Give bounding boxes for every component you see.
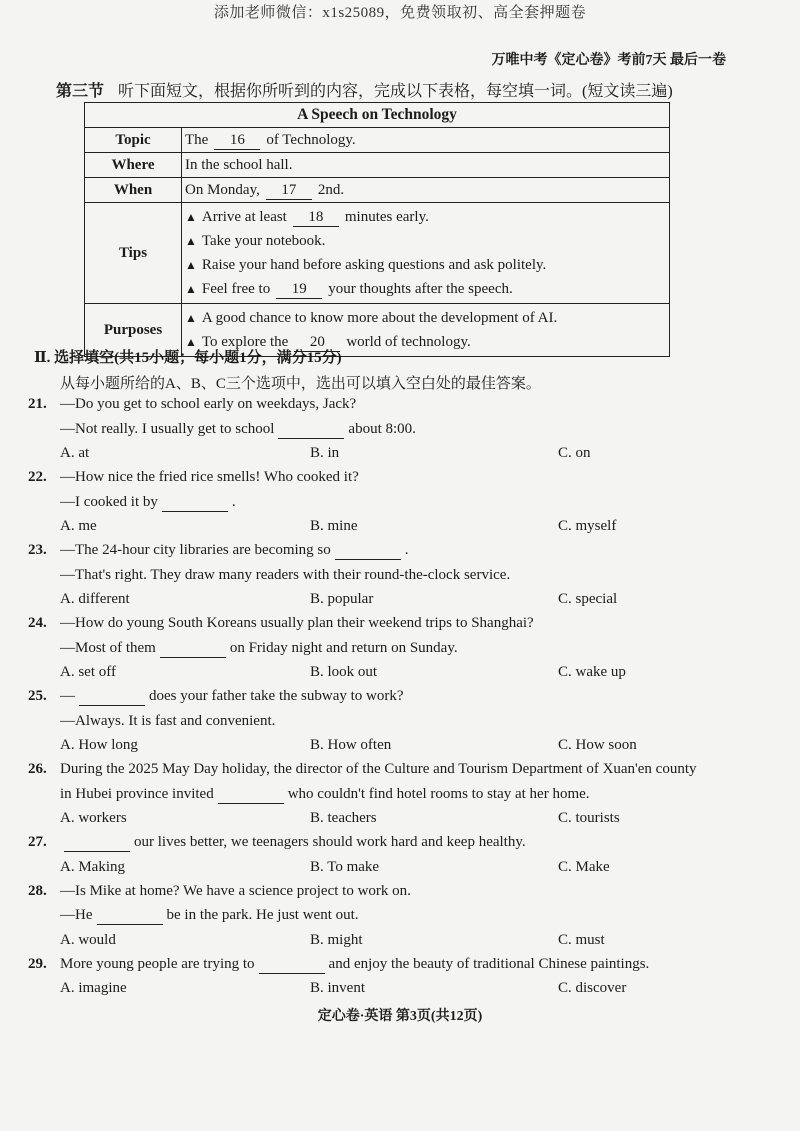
question-text-part: who couldn't find hotel rooms to stay at her home. bbox=[287, 785, 590, 802]
question-text bbox=[60, 786, 590, 804]
exam-header: 万唯中考《定心卷》考前7天 最后一卷 bbox=[491, 53, 726, 68]
question-text-part: —How nice the fried rice smells! Who cooked it? bbox=[60, 469, 359, 485]
when-pre: On Monday, bbox=[185, 182, 260, 198]
question-number: 28. bbox=[28, 882, 47, 899]
question-text-part: . bbox=[231, 493, 236, 510]
question-text-part: —How do young South Koreans usually plan their weekend trips to Shanghai? bbox=[60, 615, 534, 631]
question-text bbox=[60, 396, 356, 413]
section-3-title bbox=[56, 78, 673, 101]
question-text-part: our lives better, we teenagers should work hard and keep healthy. bbox=[134, 834, 526, 850]
answer-blank bbox=[162, 494, 228, 512]
where-value: In the school hall. bbox=[182, 153, 670, 178]
question-text-part: —That's right. They draw many readers with their round-the-clock service. bbox=[60, 566, 511, 583]
when-post: 2nd. bbox=[317, 182, 345, 198]
answer-option: B. in bbox=[310, 445, 340, 461]
answer-option: A. me bbox=[60, 518, 97, 534]
when-label: When bbox=[85, 178, 182, 203]
question-text-part: —Is Mike at home? We have a science project to work on. bbox=[60, 882, 411, 899]
question-text bbox=[60, 956, 649, 974]
answer-blank bbox=[278, 421, 344, 439]
answer-option: C. myself bbox=[558, 518, 617, 534]
triangle-bullet-icon: ▲ bbox=[185, 234, 197, 248]
answer-blank bbox=[335, 542, 401, 560]
triangle-bullet-icon: ▲ bbox=[185, 210, 197, 224]
answer-blank bbox=[64, 834, 130, 852]
question-text-part: on Friday night and return on Sunday. bbox=[229, 639, 458, 656]
purposes-label: Purposes bbox=[85, 304, 182, 357]
question-text-part: More young people are trying to bbox=[60, 955, 255, 972]
answer-blank bbox=[97, 907, 163, 925]
question-text bbox=[60, 469, 359, 486]
triangle-bullet-icon: ▲ bbox=[185, 258, 197, 272]
blank-18: 18 bbox=[293, 209, 339, 227]
answer-option: B. How often bbox=[310, 737, 392, 753]
blank-19: 19 bbox=[276, 281, 322, 299]
question-number: 21. bbox=[28, 396, 47, 412]
answer-option: B. To make bbox=[310, 858, 380, 875]
answer-option: C. special bbox=[558, 591, 618, 607]
question-text bbox=[60, 883, 411, 900]
question-text bbox=[60, 542, 409, 560]
answer-option: A. different bbox=[60, 591, 130, 607]
tip-item: ▲ Take your notebook. bbox=[185, 233, 326, 249]
question-text bbox=[60, 567, 510, 584]
where-label: Where bbox=[85, 153, 182, 178]
answer-option: A. would bbox=[60, 931, 116, 948]
question-text-part: —Always. It is fast and convenient. bbox=[60, 712, 276, 729]
tip-item: ▲ Raise your hand before asking questions and ask politely. bbox=[185, 257, 547, 273]
question-text-part: —The 24-hour city libraries are becoming so bbox=[60, 542, 331, 558]
question-text-part: —I cooked it by bbox=[60, 493, 158, 510]
question-text bbox=[60, 713, 275, 730]
question-text-part: and enjoy the beauty of traditional Chinese paintings. bbox=[328, 955, 650, 972]
question-text bbox=[60, 761, 697, 778]
answer-option: C. Make bbox=[558, 858, 610, 875]
answer-option: A. set off bbox=[60, 664, 116, 680]
answer-option: C. must bbox=[558, 931, 605, 948]
question-text bbox=[60, 834, 526, 852]
question-text-part: about 8:00. bbox=[348, 420, 416, 437]
question-text bbox=[60, 494, 236, 512]
question-text-part: —Most of them bbox=[60, 639, 156, 656]
question-number: 27. bbox=[28, 834, 47, 850]
answer-option: A. Making bbox=[60, 858, 125, 875]
when-value bbox=[182, 178, 670, 203]
answer-option: C. discover bbox=[558, 980, 627, 996]
question-number: 23. bbox=[28, 542, 47, 558]
purpose-item: ▲ A good chance to know more about the development of AI. bbox=[185, 310, 558, 326]
blank-20: 20 bbox=[294, 334, 340, 352]
question-text-part: —Not really. I usually get to school bbox=[60, 420, 275, 437]
tip-item: ▲ Arrive at least 18 minutes early. bbox=[185, 209, 429, 225]
triangle-bullet-icon: ▲ bbox=[185, 335, 197, 349]
question-number: 24. bbox=[28, 615, 47, 631]
question-text-part: —Do you get to school early on weekdays, Jack? bbox=[60, 396, 357, 412]
answer-blank bbox=[259, 956, 325, 974]
question-text bbox=[60, 615, 534, 632]
table-title: A Speech on Technology bbox=[85, 103, 670, 128]
question-text bbox=[60, 421, 416, 439]
answer-option: B. teachers bbox=[310, 810, 377, 826]
part-2-title: Ⅱ. 选择填空(共15小题；每小题1分，满分15分) bbox=[34, 350, 342, 366]
tips-label: Tips bbox=[85, 203, 182, 304]
answer-option: A. How long bbox=[60, 737, 138, 753]
tips-list bbox=[182, 203, 670, 304]
answer-option: C. How soon bbox=[558, 737, 637, 753]
question-number: 25. bbox=[28, 688, 47, 704]
answer-option: A. imagine bbox=[60, 980, 127, 996]
topic-value bbox=[182, 128, 670, 153]
question-text-part: During the 2025 May Day holiday, the director of the Culture and Tourism Department of Xuan'en county bbox=[60, 761, 697, 777]
question-text-part: be in the park. He just went out. bbox=[166, 907, 359, 923]
question-text-part: —He bbox=[60, 907, 93, 923]
blank-16: 16 bbox=[214, 132, 260, 150]
question-text bbox=[60, 688, 404, 706]
answer-blank bbox=[218, 786, 284, 804]
question-text bbox=[60, 640, 458, 658]
topic-pre: The bbox=[185, 132, 209, 148]
answer-option: C. on bbox=[558, 445, 591, 461]
question-text-part: does your father take the subway to work? bbox=[149, 688, 404, 704]
answer-option: A. workers bbox=[60, 810, 127, 826]
topic-post: of Technology. bbox=[266, 132, 356, 148]
question-text-part: — bbox=[60, 688, 75, 704]
answer-option: A. at bbox=[60, 445, 90, 461]
section-3-instruction: 听下面短文，根据你所听到的内容，完成以下表格，每空填一词。(短文读三遍) bbox=[118, 83, 673, 100]
part-2-instruction: 从每小题所给的A、B、C三个选项中，选出可以填入空白处的最佳答案。 bbox=[60, 376, 541, 392]
answer-option: B. look out bbox=[310, 664, 378, 680]
answer-option: B. popular bbox=[310, 591, 374, 607]
answer-blank bbox=[160, 640, 226, 658]
tip-item: ▲ Feel free to 19 your thoughts after the speech. bbox=[185, 281, 513, 297]
blank-17: 17 bbox=[266, 182, 312, 200]
answer-option: B. mine bbox=[310, 518, 358, 534]
topic-label: Topic bbox=[85, 128, 182, 153]
answer-option: B. might bbox=[310, 931, 363, 948]
answer-option: C. tourists bbox=[558, 810, 620, 826]
question-number: 26. bbox=[28, 761, 47, 777]
question-text-part: . bbox=[404, 542, 409, 558]
answer-blank bbox=[79, 688, 145, 706]
triangle-bullet-icon: ▲ bbox=[185, 311, 197, 325]
section-3-label: 第三节 bbox=[56, 83, 105, 100]
watermark-text: 添加老师微信：x1s25089，免费领取初、高全套押题卷 bbox=[213, 5, 587, 21]
question-text bbox=[60, 907, 359, 925]
triangle-bullet-icon: ▲ bbox=[185, 282, 197, 296]
speech-table bbox=[84, 102, 670, 357]
purpose-item: ▲ To explore the 20 world of technology. bbox=[185, 334, 471, 350]
question-number: 22. bbox=[28, 469, 47, 485]
question-number: 29. bbox=[28, 955, 47, 972]
answer-option: B. invent bbox=[310, 980, 365, 996]
answer-option: C. wake up bbox=[558, 664, 626, 680]
page-footer: 定心卷·英语 第3页(共12页) bbox=[317, 1009, 483, 1024]
question-text-part: in Hubei province invited bbox=[60, 785, 214, 802]
